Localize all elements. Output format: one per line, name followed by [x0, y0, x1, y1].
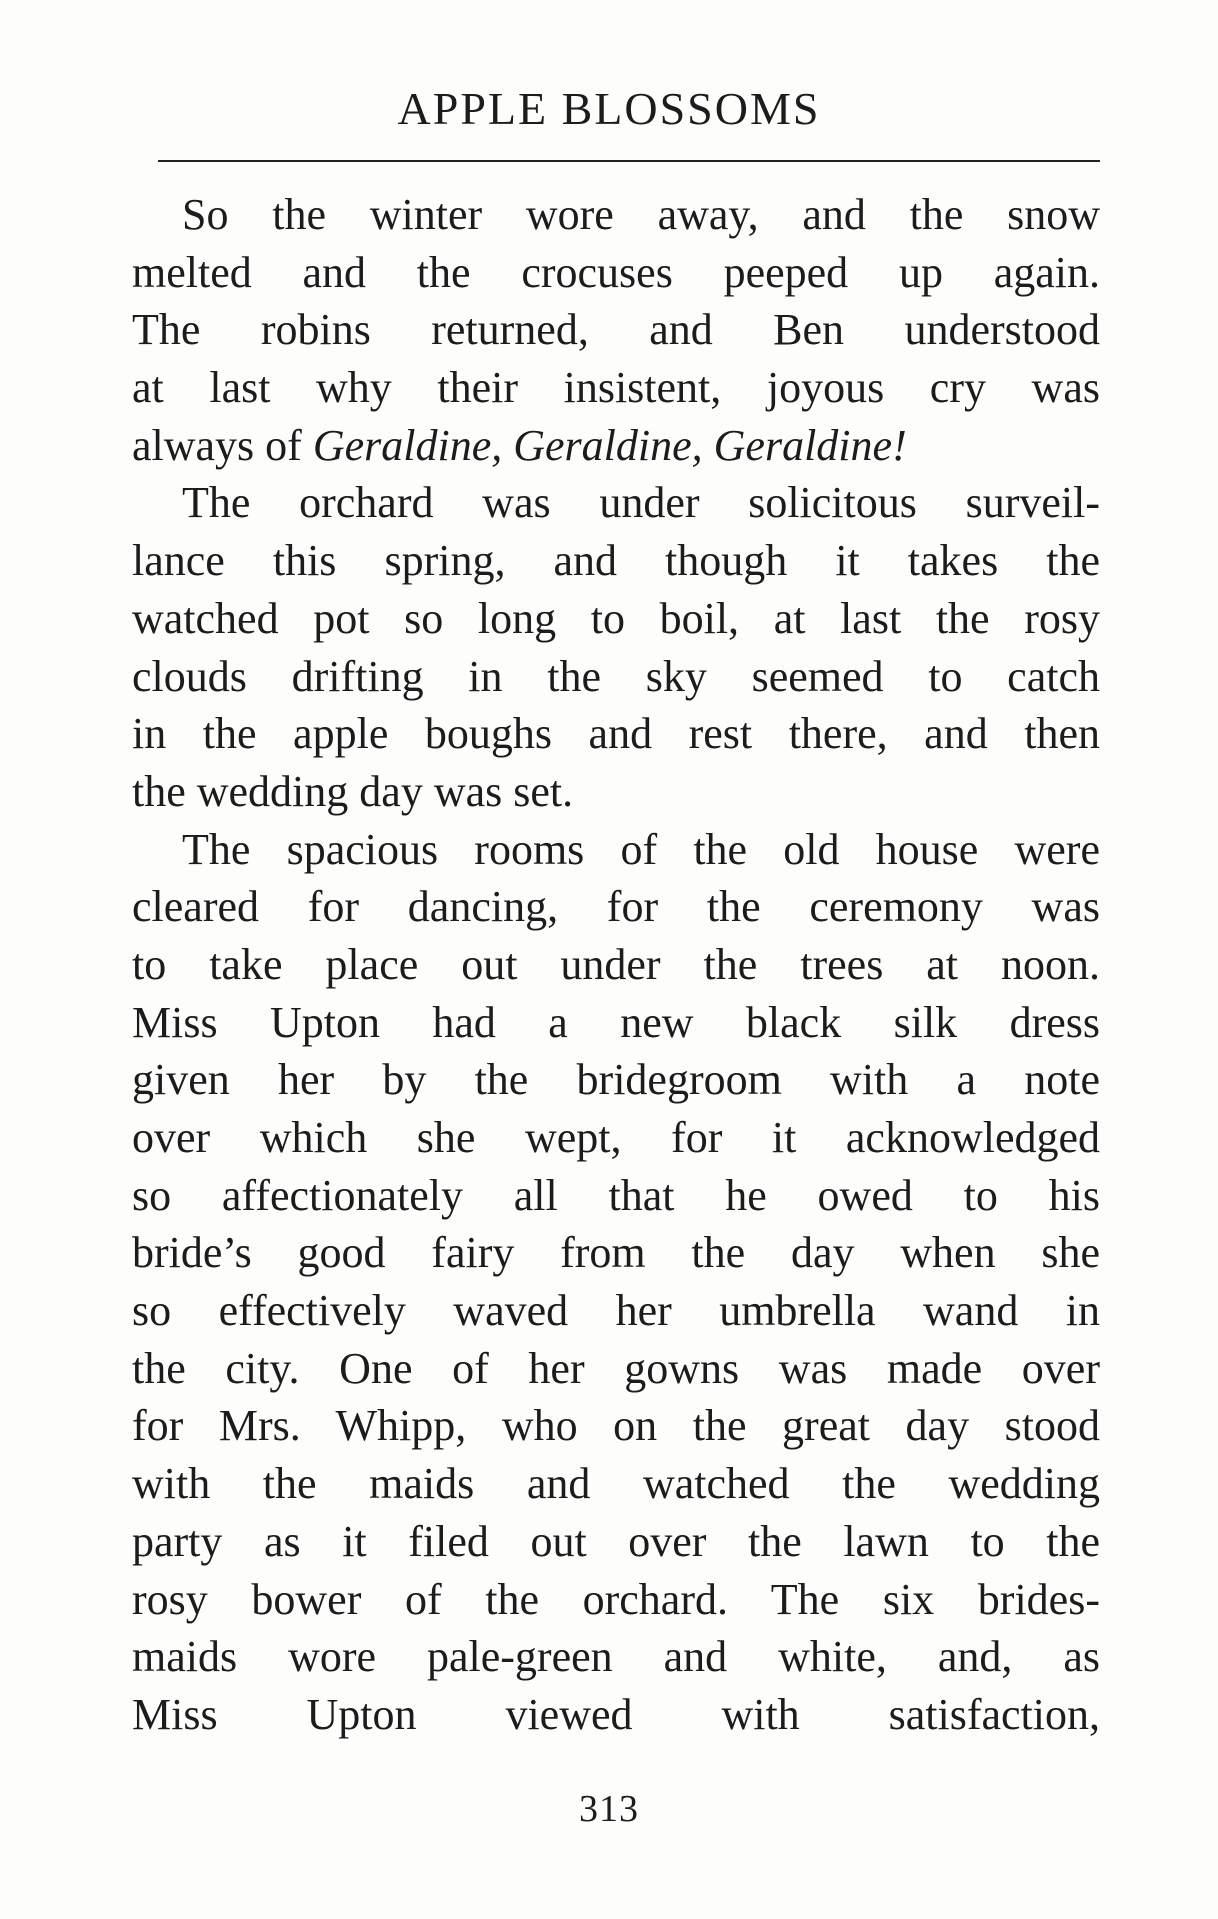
text-line: party as it filed out over the lawn to the: [132, 1516, 1100, 1566]
text-line: at last why their insistent, joyous cry was: [132, 363, 1100, 413]
text-line: bride’s good fairy from the day when she: [132, 1228, 1100, 1278]
text-line: [132, 417, 1100, 475]
text-line: watched pot so long to boil, at last the rosy: [132, 593, 1100, 643]
text-line-roman: always of: [132, 420, 313, 470]
text-line: The orchard was under solicitous surveil-: [182, 478, 1100, 528]
text-line: with the maids and watched the wedding: [132, 1459, 1100, 1509]
page-number: 313: [579, 1788, 639, 1830]
text-line: clouds drifting in the sky seemed to catch: [132, 651, 1100, 701]
text-line: The robins returned, and Ben understood: [132, 305, 1100, 355]
text-line: over which she wept, for it acknowledged: [132, 1113, 1100, 1162]
running-head: APPLE BLOSSOMS: [397, 83, 821, 134]
text-line: lance this spring, and though it takes the: [132, 536, 1100, 586]
text-line: cleared for dancing, for the ceremony was: [132, 882, 1100, 932]
text-line: so effectively waved her umbrella wand in: [132, 1286, 1100, 1336]
text-line: maids wore pale-green and white, and, as: [132, 1632, 1100, 1682]
text-line: melted and the crocuses peeped up again.: [132, 247, 1100, 297]
header-rule: [158, 160, 1100, 162]
text-line: rosy bower of the orchard. The six brides-: [132, 1574, 1100, 1624]
text-line: So the winter wore away, and the snow: [182, 190, 1100, 239]
text-line: for Mrs. Whipp, who on the great day stood: [132, 1401, 1100, 1451]
text-line: given her by the bridegroom with a note: [132, 1055, 1100, 1105]
text-line: Miss Upton viewed with satisfaction,: [132, 1689, 1100, 1739]
text-line: The spacious rooms of the old house were: [182, 824, 1100, 874]
text-line-italic: Geraldine, Geraldine, Geraldine!: [312, 420, 907, 470]
text-line: to take place out under the trees at noon.: [132, 939, 1100, 989]
text-line: the wedding day was set.: [132, 766, 574, 816]
text-line: in the apple boughs and rest there, and then: [132, 709, 1100, 759]
body-text: [132, 186, 1100, 1744]
text-line: the city. One of her gowns was made over: [132, 1343, 1100, 1393]
text-line: Miss Upton had a new black silk dress: [132, 997, 1100, 1047]
text-line: so affectionately all that he owed to his: [132, 1170, 1100, 1220]
